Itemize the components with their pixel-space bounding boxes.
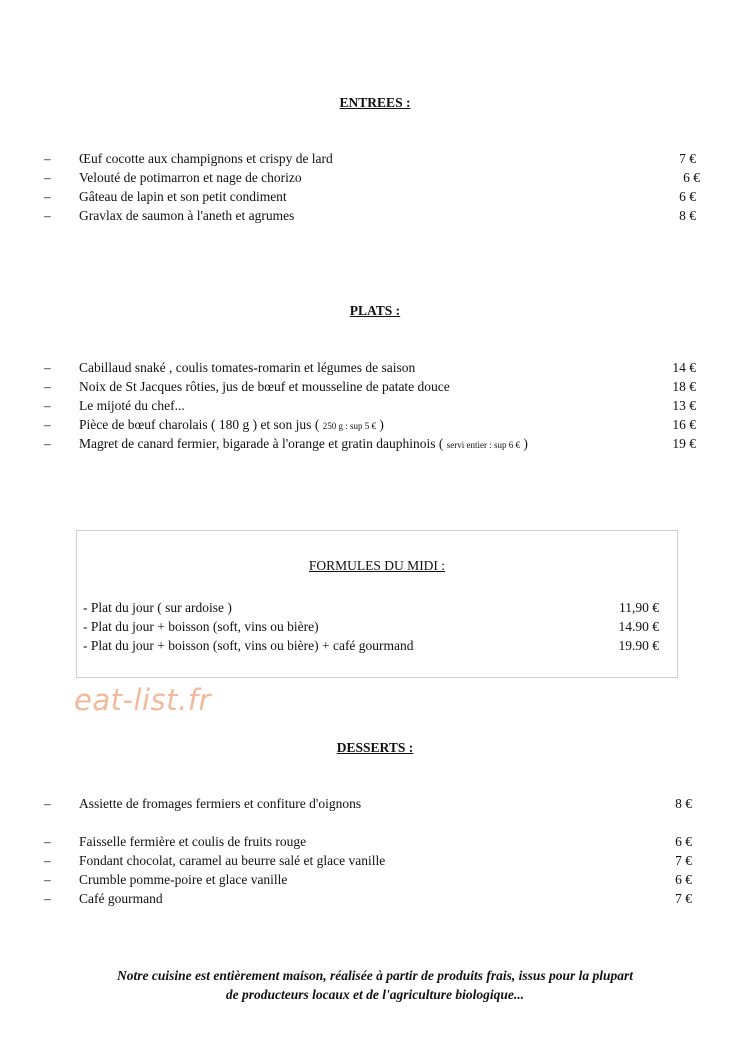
item-name: Gravlax de saumon à l'aneth et agrumes	[79, 208, 295, 223]
item-price: 8 €	[679, 208, 696, 223]
item-price: 6 €	[675, 834, 692, 849]
formule-price: 14.90 €	[618, 619, 659, 634]
footer-note	[0, 966, 750, 1004]
item-price: 6 €	[683, 170, 700, 185]
item-name: Œuf cocotte aux champignons et crispy de lard	[79, 151, 333, 166]
formule-price: 11,90 €	[619, 600, 659, 615]
item-price: 7 €	[679, 151, 696, 166]
dash-bullet: –	[44, 834, 51, 849]
item-price: 16 €	[672, 417, 696, 432]
item-name	[79, 436, 528, 452]
dash-bullet: –	[44, 891, 51, 906]
menu-item	[0, 436, 750, 455]
formule-price: 19.90 €	[618, 638, 659, 653]
item-price: 7 €	[675, 853, 692, 868]
item-price: 6 €	[675, 872, 692, 887]
item-name: Fondant chocolat, caramel au beurre salé et glace vanille	[79, 853, 386, 868]
dash-bullet: –	[44, 436, 51, 451]
item-name: Café gourmand	[79, 891, 163, 906]
item-name: Velouté de potimarron et nage de chorizo	[79, 170, 302, 185]
dash-bullet: –	[44, 796, 51, 811]
item-name: Noix de St Jacques rôties, jus de bœuf et mousseline de patate douce	[79, 379, 450, 394]
formule-name: - Plat du jour + boisson (soft, vins ou bière) + café gourmand	[83, 638, 414, 653]
menu-item	[0, 398, 750, 417]
formule-item	[77, 600, 677, 619]
item-name: Crumble pomme-poire et glace vanille	[79, 872, 288, 887]
dash-bullet: –	[44, 853, 51, 868]
dash-bullet: –	[44, 360, 51, 375]
menu-item	[0, 417, 750, 436]
plats-heading: PLATS :	[349, 303, 401, 318]
desserts-heading: DESSERTS :	[336, 740, 414, 755]
footer-line-2: de producteurs locaux et de l'agriculture biologique...	[225, 987, 525, 1002]
menu-item	[0, 834, 750, 853]
dash-bullet: –	[44, 151, 51, 166]
menu-item	[0, 189, 750, 208]
menu-item	[0, 208, 750, 227]
menu-item	[0, 872, 750, 891]
menu-item	[0, 151, 750, 170]
formules-box	[76, 530, 678, 678]
dash-bullet: –	[44, 872, 51, 887]
menu-item	[0, 796, 750, 815]
item-price: 6 €	[679, 189, 696, 204]
menu-item	[0, 360, 750, 379]
menu-item	[0, 891, 750, 910]
footer-line-1: Notre cuisine est entièrement maison, réalisée à partir de produits frais, issus pour la plupart	[116, 968, 634, 983]
formule-item	[77, 619, 677, 638]
item-name-main: Magret de canard fermier, bigarade à l'orange et gratin dauphinois (	[79, 436, 444, 451]
item-name: Assiette de fromages fermiers et confiture d'oignons	[79, 796, 362, 811]
item-name-suffix: )	[523, 436, 528, 451]
formule-name: - Plat du jour ( sur ardoise )	[83, 600, 232, 615]
item-price: 14 €	[672, 360, 696, 375]
item-name: Cabillaud snaké , coulis tomates-romarin et légumes de saison	[79, 360, 416, 375]
formules-heading: FORMULES DU MIDI :	[308, 558, 446, 573]
dash-bullet: –	[44, 208, 51, 223]
item-price: 18 €	[672, 379, 696, 394]
formule-name: - Plat du jour + boisson (soft, vins ou bière)	[83, 619, 319, 634]
dash-bullet: –	[44, 398, 51, 413]
watermark-logo: eat-list.fr	[74, 683, 211, 717]
item-name-suffix: )	[379, 417, 384, 432]
dash-bullet: –	[44, 417, 51, 432]
item-name: Gâteau de lapin et son petit condiment	[79, 189, 287, 204]
item-name-main: Pièce de bœuf charolais ( 180 g ) et son jus (	[79, 417, 320, 432]
item-price: 19 €	[672, 436, 696, 451]
item-price: 13 €	[672, 398, 696, 413]
dash-bullet: –	[44, 170, 51, 185]
dash-bullet: –	[44, 189, 51, 204]
dash-bullet: –	[44, 379, 51, 394]
menu-item	[0, 853, 750, 872]
entrees-heading: ENTREES :	[339, 95, 411, 110]
item-name: Le mijoté du chef...	[79, 398, 185, 413]
item-note: 250 g : sup 5 €	[322, 421, 376, 431]
item-name: Faisselle fermière et coulis de fruits rouge	[79, 834, 307, 849]
menu-item	[0, 379, 750, 398]
menu-item	[0, 170, 750, 189]
formule-item	[77, 638, 677, 657]
item-price: 8 €	[675, 796, 692, 811]
item-price: 7 €	[675, 891, 692, 906]
item-note: servi entier : sup 6 €	[446, 440, 520, 450]
item-name	[79, 417, 384, 433]
